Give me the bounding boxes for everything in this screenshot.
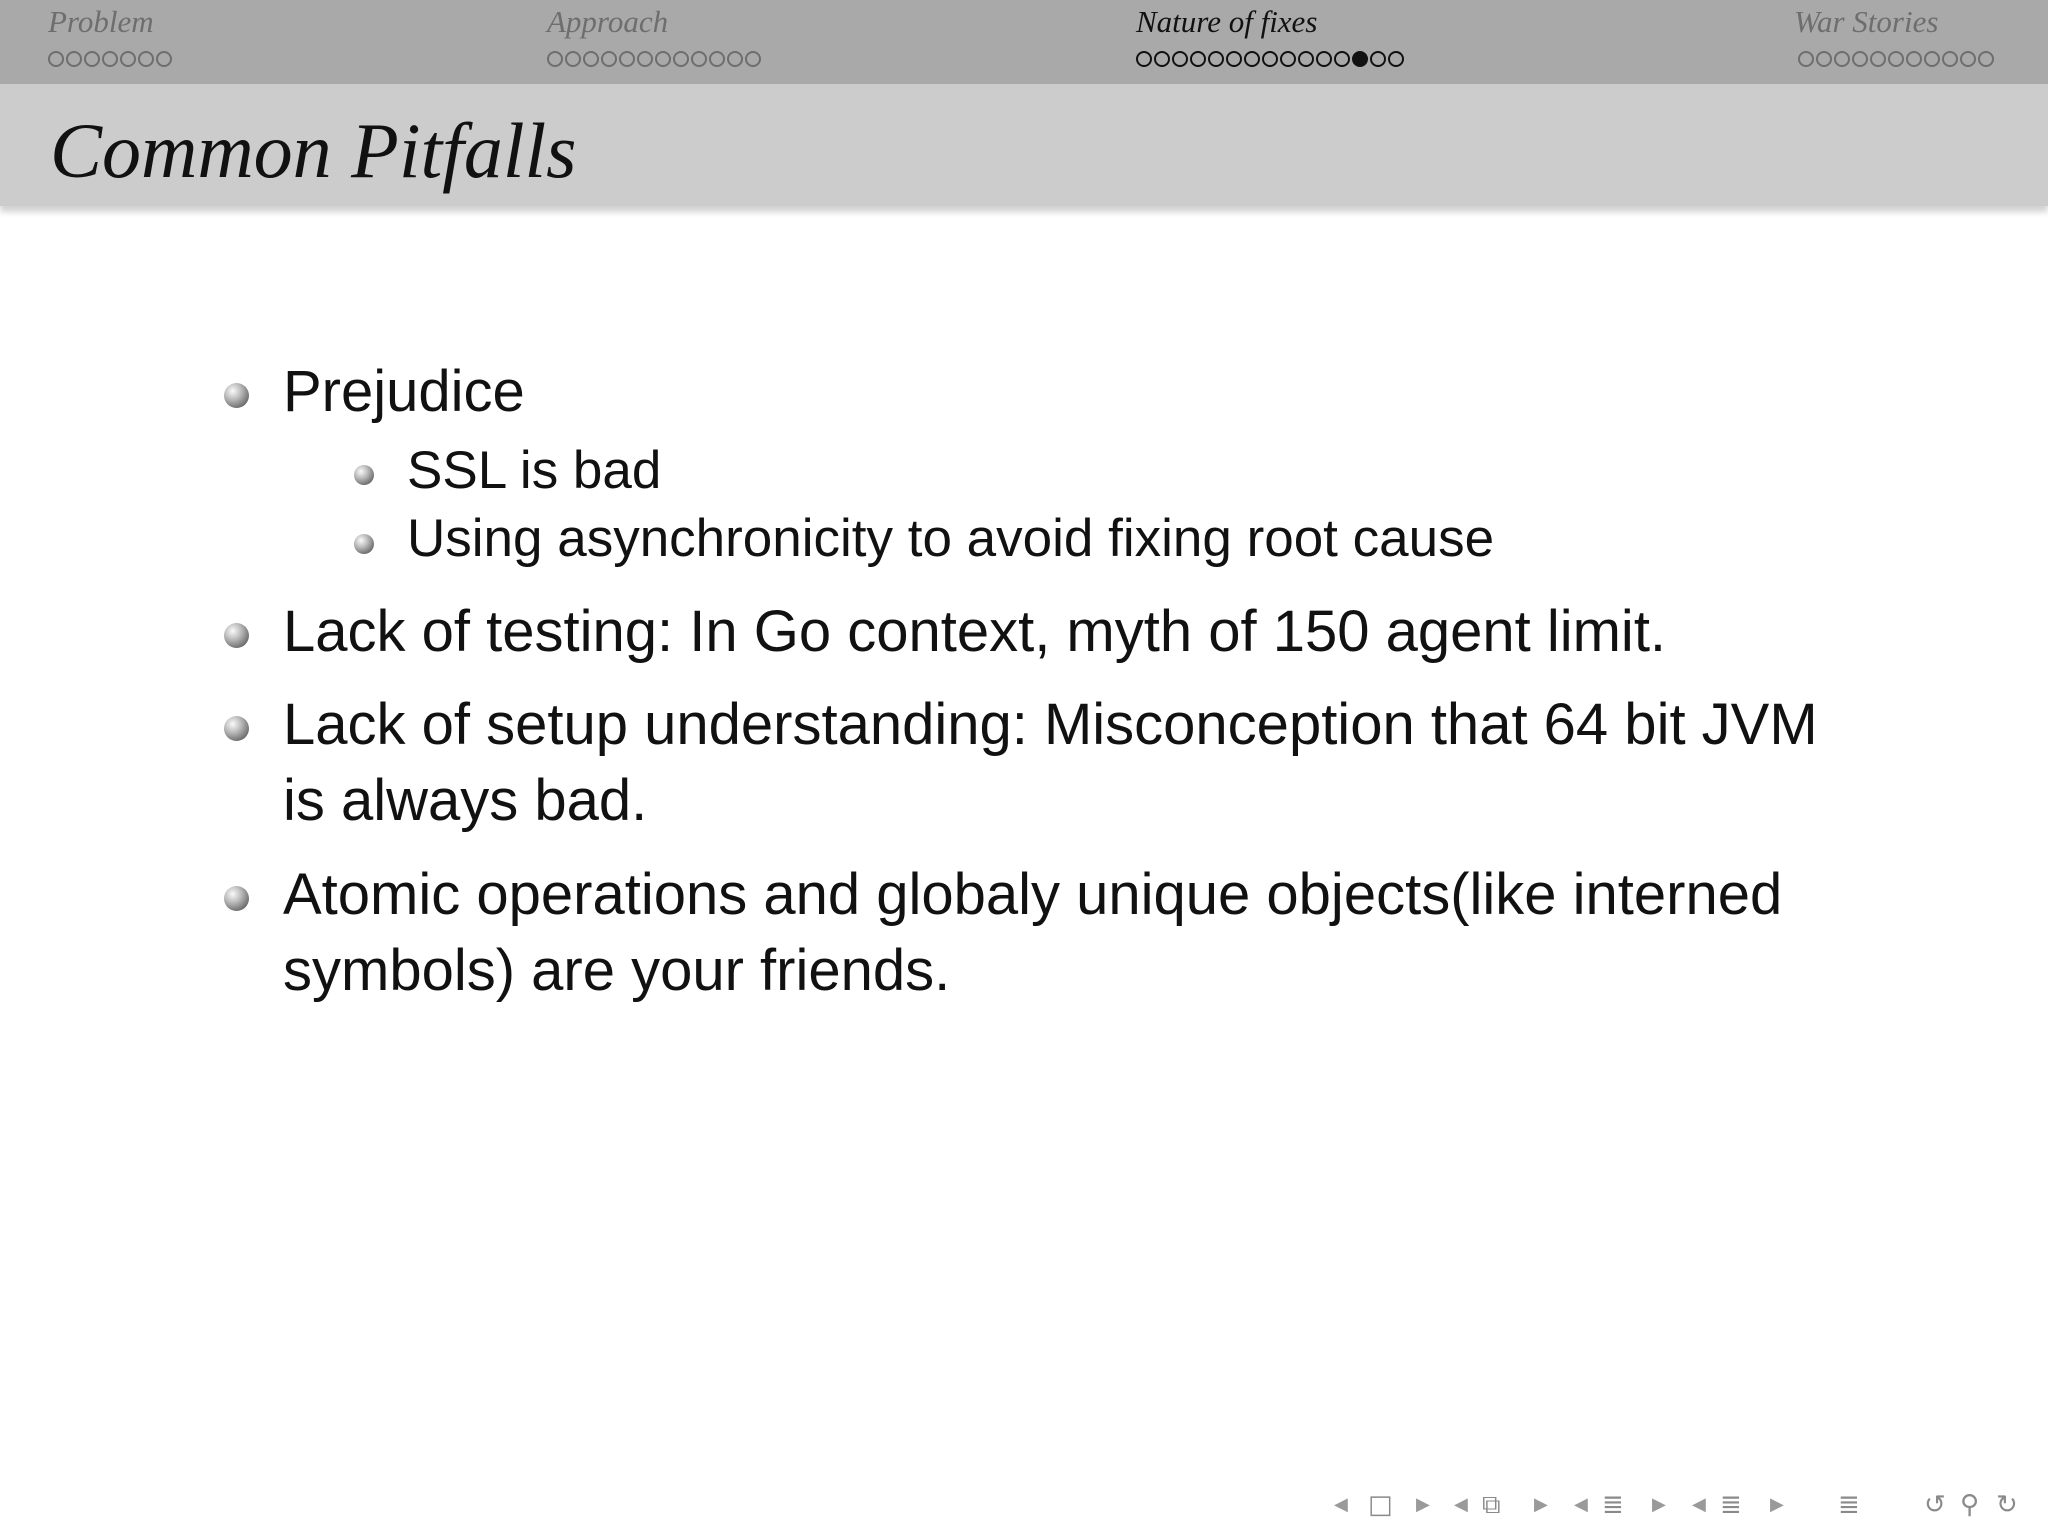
frame-dot[interactable] xyxy=(1316,51,1332,67)
beamer-navigation-symbols xyxy=(1330,1488,2030,1522)
sub-bullet-ball-icon xyxy=(354,534,374,554)
frame-dot[interactable] xyxy=(709,51,725,67)
search-icon[interactable]: ⚲ xyxy=(1960,1490,1980,1520)
frame-dot[interactable] xyxy=(66,51,82,67)
bullet-item: Atomic operations and globaly unique objects(like interned symbols) are your friends. xyxy=(283,862,1783,1003)
frame-dot[interactable] xyxy=(1334,51,1350,67)
bullet-ball-icon xyxy=(224,623,249,648)
frame-dot[interactable] xyxy=(1262,51,1278,67)
nav-frame-dots xyxy=(547,51,761,67)
nav-frame-dots xyxy=(48,51,172,67)
frame-dot[interactable] xyxy=(1208,51,1224,67)
frame-dot[interactable] xyxy=(655,51,671,67)
outline-icon[interactable]: ≣ xyxy=(1838,1490,1860,1520)
nav-section-title[interactable]: Problem xyxy=(48,4,154,39)
frame-dot[interactable] xyxy=(1388,51,1404,67)
frame-dot[interactable] xyxy=(1226,51,1242,67)
frame-dot[interactable] xyxy=(1852,51,1868,67)
bullet-item: Prejudice xyxy=(283,359,525,424)
bullet-ball-icon xyxy=(224,886,249,911)
frame-dot[interactable] xyxy=(1798,51,1814,67)
nav-frame-dots xyxy=(1798,51,1994,67)
frame-dot[interactable] xyxy=(1906,51,1922,67)
frame-dot[interactable] xyxy=(120,51,136,67)
frame-dot[interactable] xyxy=(637,51,653,67)
frame-dot[interactable] xyxy=(1298,51,1314,67)
nav-section-title[interactable]: Nature of fixes xyxy=(1136,4,1318,39)
arrow-left-icon[interactable]: ◀ xyxy=(1692,1494,1706,1515)
arrow-left-icon[interactable]: ◀ xyxy=(1454,1494,1468,1515)
frame-dot[interactable] xyxy=(102,51,118,67)
sub-bullet-ball-icon xyxy=(354,465,374,485)
frame-dot[interactable] xyxy=(583,51,599,67)
bullet-item: Lack of testing: In Go context, myth of 150 agent limit. xyxy=(283,599,1667,664)
frame-title-bar xyxy=(0,84,2048,206)
frame-dot[interactable] xyxy=(1280,51,1296,67)
arrow-right-icon[interactable]: ▶ xyxy=(1416,1494,1430,1515)
frame-dot[interactable] xyxy=(156,51,172,67)
frame-dot[interactable] xyxy=(1172,51,1188,67)
frame-dot[interactable] xyxy=(691,51,707,67)
frame-dot[interactable] xyxy=(565,51,581,67)
frame-dot[interactable] xyxy=(1816,51,1832,67)
nav-section-title[interactable]: War Stories xyxy=(1794,4,1939,39)
arrow-left-icon[interactable]: ◀ xyxy=(1574,1494,1588,1515)
frame-dot[interactable] xyxy=(1244,51,1260,67)
frame-dot[interactable] xyxy=(1136,51,1152,67)
subsection-icon[interactable]: ⧉ xyxy=(1482,1490,1501,1520)
frame-dot[interactable] xyxy=(1942,51,1958,67)
frame-dot[interactable] xyxy=(84,51,100,67)
nav-frame-dots xyxy=(1136,51,1404,67)
frame-dot[interactable] xyxy=(727,51,743,67)
bullet-ball-icon xyxy=(224,383,249,408)
arrow-right-icon[interactable]: ▶ xyxy=(1652,1494,1666,1515)
nav-section-title[interactable]: Approach xyxy=(547,4,669,39)
redo-icon[interactable]: ↻ xyxy=(1996,1490,2018,1520)
frame-dot[interactable] xyxy=(1190,51,1206,67)
frame-dot[interactable] xyxy=(1978,51,1994,67)
current-frame-dot[interactable] xyxy=(1352,51,1368,67)
frame-dot[interactable] xyxy=(619,51,635,67)
document-icon[interactable]: ≣ xyxy=(1720,1490,1742,1520)
frame-dot[interactable] xyxy=(1370,51,1386,67)
bullet-ball-icon xyxy=(224,716,249,741)
frame-dot[interactable] xyxy=(1870,51,1886,67)
frame-dot[interactable] xyxy=(1834,51,1850,67)
frame-dot[interactable] xyxy=(1960,51,1976,67)
frame-dot[interactable] xyxy=(1924,51,1940,67)
frame-dot[interactable] xyxy=(1154,51,1170,67)
frame-dot[interactable] xyxy=(745,51,761,67)
arrow-right-icon[interactable]: ▶ xyxy=(1770,1494,1784,1515)
arrow-right-icon[interactable]: ▶ xyxy=(1534,1494,1548,1515)
frame-dot[interactable] xyxy=(601,51,617,67)
section-icon[interactable]: ≣ xyxy=(1602,1490,1624,1520)
frame-title: Common Pitfalls xyxy=(50,107,577,194)
undo-icon[interactable]: ↺ xyxy=(1924,1490,1946,1520)
frame-dot[interactable] xyxy=(48,51,64,67)
frame-dot[interactable] xyxy=(138,51,154,67)
frame-dot[interactable] xyxy=(673,51,689,67)
bullet-item: Lack of setup understanding: Misconception that 64 bit JVM is always bad. xyxy=(283,692,1818,833)
arrow-left-icon[interactable]: ◀ xyxy=(1334,1494,1348,1515)
frame-dot[interactable] xyxy=(1888,51,1904,67)
frame-dot[interactable] xyxy=(547,51,563,67)
frame-icon[interactable]: □ xyxy=(1368,1490,1393,1520)
sub-bullet-item: Using asynchronicity to avoid fixing root cause xyxy=(407,509,1495,568)
section-navigation-bar xyxy=(0,0,2048,84)
sub-bullet-item: SSL is bad xyxy=(407,441,662,500)
